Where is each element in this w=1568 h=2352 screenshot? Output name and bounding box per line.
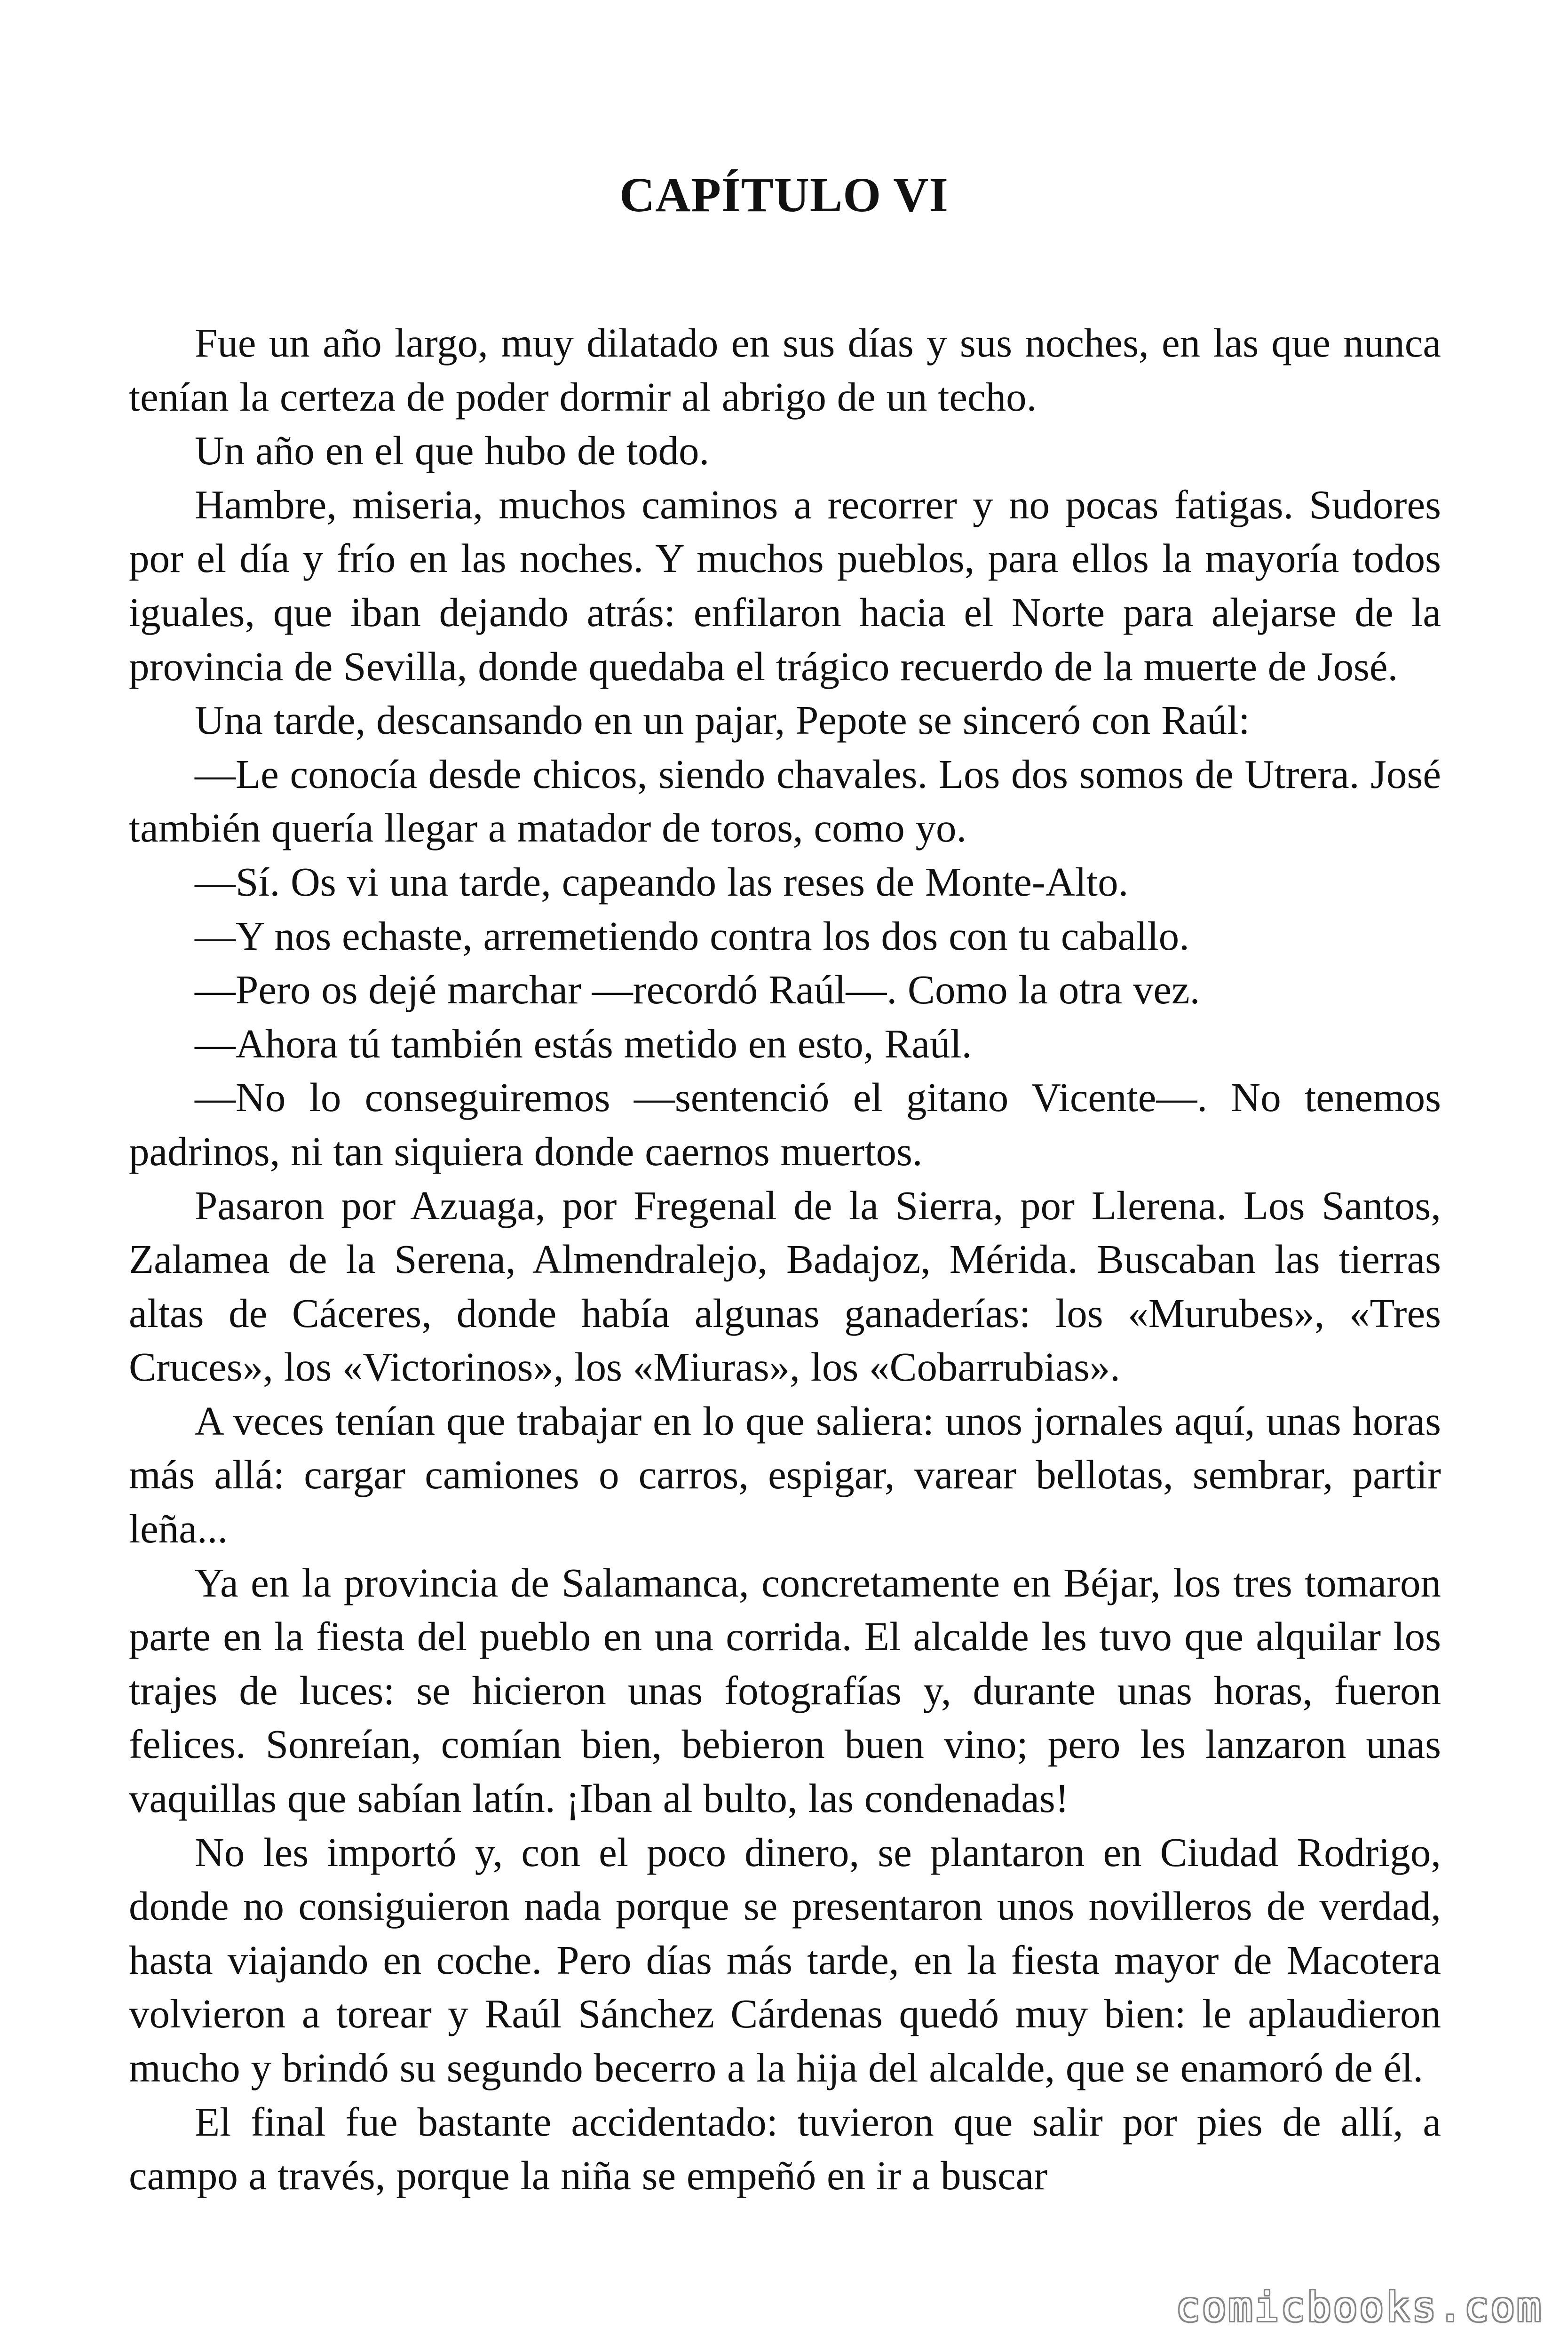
paragraph: Ya en la provincia de Salamanca, concretamente en Béjar, los tres tomaron parte en la fiesta del pueblo en una corrida. El alcalde les tuvo que alquilar los trajes de luces: se hicieron unas fotografías y, durante unas horas, fueron felices. Sonreían, comían bien, bebieron buen vino; pero les lanzaron unas vaquillas que sabían latín. ¡Iban al bulto, las condenadas! <box>129 1559 1441 1821</box>
dialogue-paragraph: —No lo conseguiremos —sentenció el gitano Vicente—. No tenemos padrinos, ni tan siquiera donde caernos muertos. <box>129 1074 1441 1174</box>
paragraph: Un año en el que hubo de todo. <box>195 428 710 474</box>
watermark: comicbooks.com <box>1176 2284 1543 2331</box>
dialogue-paragraph: —Sí. Os vi una tarde, capeando las reses de Monte-Alto. <box>195 858 1129 905</box>
paragraph: A veces tenían que trabajar en lo que saliera: unos jornales aquí, unas horas más allá: cargar camiones o carros, espigar, varear bellotas, sembrar, partir leña... <box>129 1398 1441 1552</box>
dialogue-paragraph: —Y nos echaste, arremetiendo contra los dos con tu caballo. <box>195 913 1189 959</box>
chapter-body <box>129 316 1441 2203</box>
paragraph: El final fue bastante accidentado: tuvieron que salir por pies de allí, a campo a través, porque la niña se empeñó en ir a buscar <box>129 2098 1441 2199</box>
paragraph: No les importó y, con el poco dinero, se plantaron en Ciudad Rodrigo, donde no consiguieron nada porque se presentaron unos novilleros de verdad, hasta viajando en coche. Pero días más tarde, en la fiesta mayor de Macotera volvieron a torear y Raúl Sánchez Cárdenas quedó muy bien: le aplaudieron mucho y brindó su segundo becerro a la hija del alcalde, que se enamoró de él. <box>129 1829 1441 2090</box>
dialogue-paragraph: —Ahora tú también estás metido en esto, Raúl. <box>195 1020 972 1066</box>
chapter-title: CAPÍTULO VI <box>619 168 949 222</box>
paragraph: Hambre, miseria, muchos caminos a recorrer y no pocas fatigas. Sudores por el día y frío en las noches. Y muchos pueblos, para ellos la mayoría todos iguales, que iban dejando atrás: enfilaron hacia el Norte para alejarse de la provincia de Sevilla, donde quedaba el trágico recuerdo de la muerte de José. <box>129 481 1441 689</box>
paragraph: Pasaron por Azuaga, por Fregenal de la Sierra, por Llerena. Los Santos, Zalamea de la Serena, Almendralejo, Badajoz, Mérida. Buscaban las tierras altas de Cáceres, donde había algunas ganaderías: los «Murubes», «Tres Cruces», los «Victorinos», los «Miuras», los «Cobarrubias». <box>129 1182 1441 1390</box>
paragraph: Una tarde, descansando en un pajar, Pepote se sinceró con Raúl: <box>195 697 1250 743</box>
dialogue-paragraph: —Pero os dejé marchar —recordó Raúl—. Como la otra vez. <box>195 967 1200 1013</box>
paragraph: Fue un año largo, muy dilatado en sus días y sus noches, en las que nunca tenían la certeza de poder dormir al abrigo de un techo. <box>129 320 1441 420</box>
dialogue-paragraph: —Le conocía desde chicos, siendo chavales. Los dos somos de Utrera. José también quería llegar a matador de toros, como yo. <box>129 751 1441 851</box>
